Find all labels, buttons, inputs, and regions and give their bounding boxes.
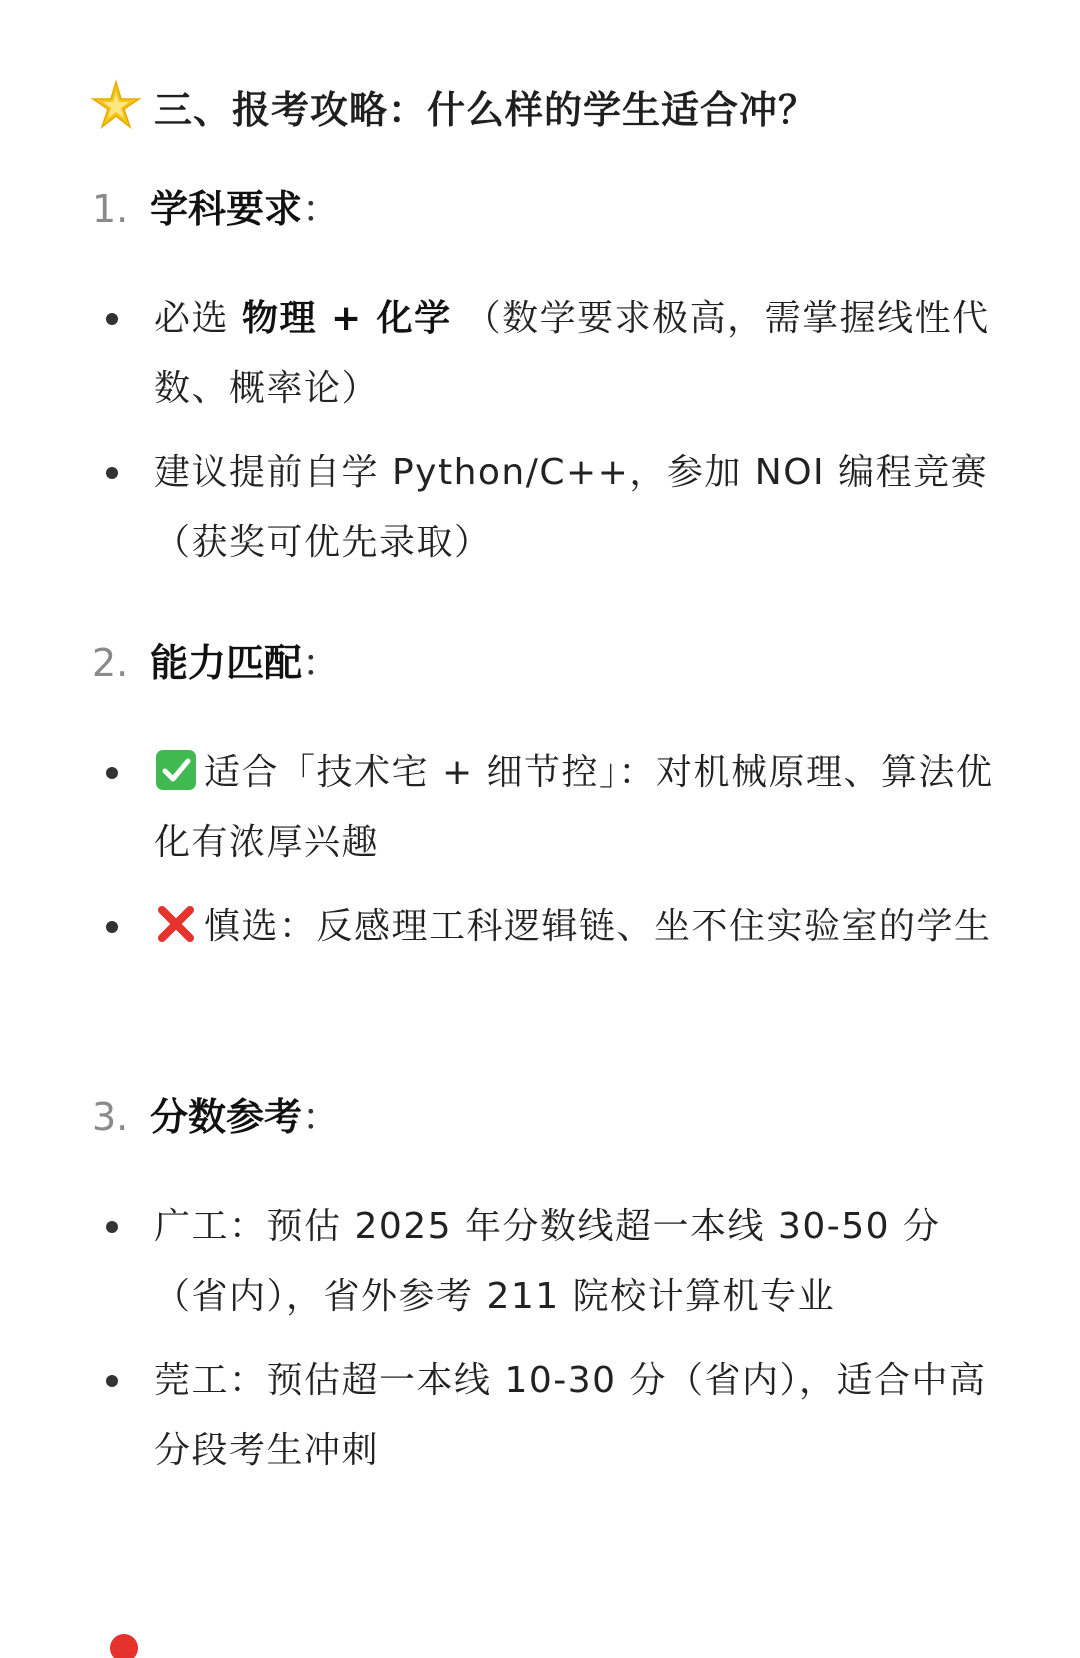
list-item xyxy=(106,1192,1006,1332)
list-item-text: 莞工：预估超一本线 10-30 分（省内），适合中高分段考生冲刺 xyxy=(154,1360,987,1471)
bullet-dot xyxy=(106,467,118,479)
list-item-text xyxy=(154,892,1006,962)
section-number: 1. xyxy=(92,187,129,231)
glowing-star-icon xyxy=(88,78,144,134)
list-item-body: 适合「技术宅 + 细节控」：对机械原理、算法优化有浓厚兴趣 xyxy=(154,752,994,863)
bullet-dot xyxy=(106,1221,118,1233)
section-title-2 xyxy=(92,632,340,687)
list-item xyxy=(106,438,1006,578)
bullet-dot xyxy=(106,921,118,933)
section-colon: ： xyxy=(302,1095,341,1139)
list-item-text xyxy=(154,284,1006,424)
list-item xyxy=(106,892,1006,962)
list-item-body: 慎选：反感理工科逻辑链、坐不住实验室的学生 xyxy=(204,906,992,947)
cross-mark-icon xyxy=(154,902,198,946)
list-item xyxy=(106,738,1006,878)
pin-icon xyxy=(104,1628,144,1658)
bullet-dot xyxy=(106,1375,118,1387)
list-item xyxy=(106,284,1006,424)
section-label: 分数参考 xyxy=(150,1095,303,1139)
list-item-text: 广工：预估 2025 年分数线超一本线 30-50 分（省内），省外参考 211 院校计算机专业 xyxy=(154,1206,941,1317)
list-item-text: 建议提前自学 Python/C++，参加 NOI 编程竞赛（获奖可优先录取） xyxy=(154,452,989,563)
section-number: 2. xyxy=(92,641,129,685)
section-label: 学科要求 xyxy=(150,187,303,231)
text-prefix: 必选 xyxy=(154,298,242,339)
check-mark-icon xyxy=(154,748,198,792)
heading-text: 三、报考攻略：什么样的学生适合冲？ xyxy=(154,87,818,132)
section-heading xyxy=(88,78,817,134)
section-colon: ： xyxy=(302,187,341,231)
list-item xyxy=(106,1346,1006,1486)
section-number: 3. xyxy=(92,1095,129,1139)
bullet-dot xyxy=(106,767,118,779)
section-label: 能力匹配 xyxy=(150,641,303,685)
bullet-dot xyxy=(106,313,118,325)
bold-subjects: 物理 + 化学 xyxy=(241,298,452,339)
section-colon: ： xyxy=(302,641,341,685)
section-title-3 xyxy=(92,1086,340,1141)
section-title-1 xyxy=(92,178,340,233)
text-suffix: （数学要求极高，需掌握线性代数、概率论） xyxy=(154,298,990,409)
list-item-text xyxy=(154,738,1006,878)
